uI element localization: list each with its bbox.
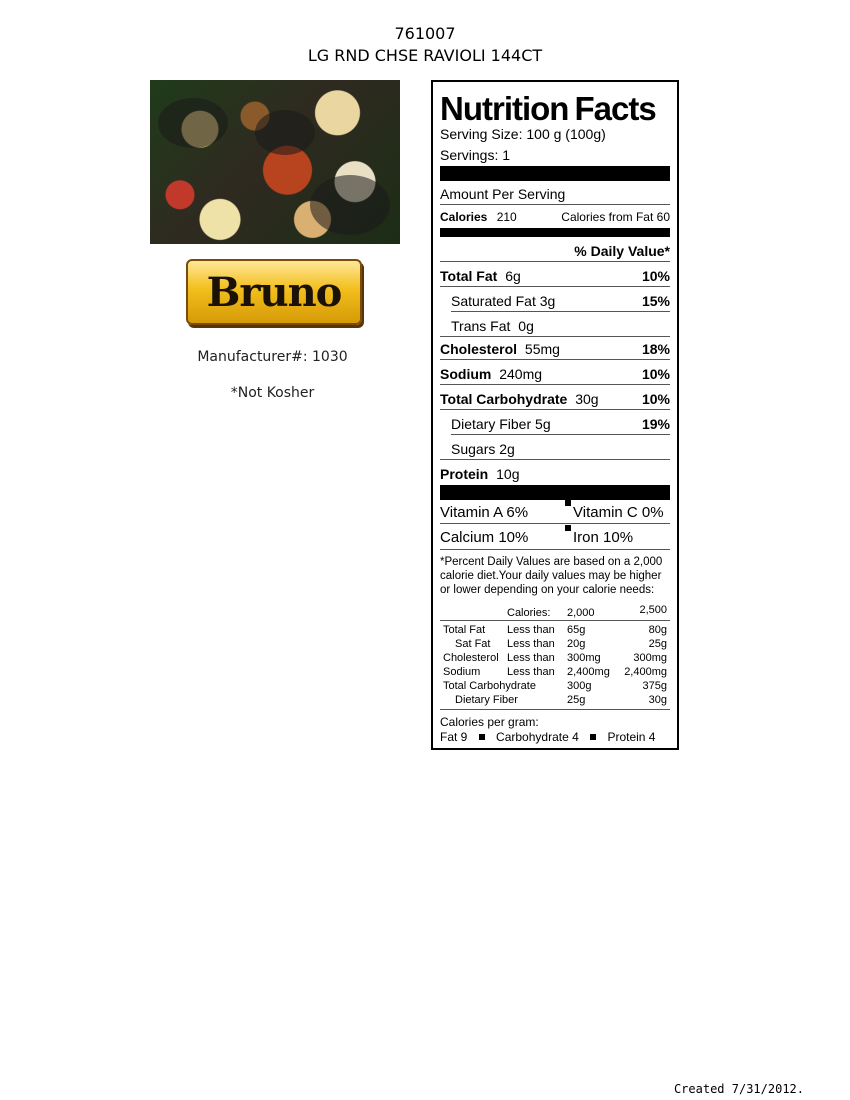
nutrient-label: Trans Fat <box>451 318 511 334</box>
nutrient-label: Total Carbohydrate <box>440 391 568 407</box>
bullet-square-icon <box>565 525 571 531</box>
nutrient-label: Sugars <box>451 441 496 457</box>
calories-header-label: Calories: <box>507 607 551 619</box>
nutrient-amount: 5g <box>535 416 551 432</box>
calories-from-fat: Calories from Fat 60 <box>561 210 670 224</box>
carb-per-gram: Carbohydrate 4 <box>496 730 579 744</box>
brand-logo <box>186 259 362 325</box>
nutrient-dietary-fiber <box>440 416 670 432</box>
divider <box>440 409 670 410</box>
protein-per-gram: Protein 4 <box>607 730 656 744</box>
nutrient-amount: 30g <box>575 391 599 407</box>
kosher-status: *Not Kosher <box>230 385 315 401</box>
row-value-2500: 25g <box>648 638 667 650</box>
vitamin-a: Vitamin A 6% <box>440 504 529 521</box>
divider <box>440 286 670 287</box>
created-date: Created 7/31/2012. <box>673 1082 804 1096</box>
nutrient-trans-fat <box>440 318 670 334</box>
servings: Servings: 1 <box>440 147 511 163</box>
nutrient-amount: 3g <box>539 293 556 309</box>
nutrient-dv: 10% <box>641 391 670 407</box>
row-qualifier: Less than <box>507 624 555 636</box>
table-row <box>440 693 670 707</box>
nutrient-protein <box>440 466 670 482</box>
nutrient-label: Cholesterol <box>440 341 518 357</box>
row-value-2000: 300mg <box>567 652 601 664</box>
amount-per-serving: Amount Per Serving <box>440 186 566 202</box>
divider <box>451 434 670 435</box>
bullet-square-icon <box>479 734 485 740</box>
bullet-square-icon <box>565 500 571 506</box>
nutrient-amount: 2g <box>499 441 515 457</box>
nutrient-dv: 18% <box>641 341 670 357</box>
nutrient-label: Dietary Fiber <box>451 416 532 432</box>
nutrient-cholesterol <box>440 341 670 357</box>
table-row <box>440 651 670 665</box>
divider <box>440 523 670 524</box>
nutrient-dv: 15% <box>641 293 670 309</box>
row-value-2000: 20g <box>567 638 586 650</box>
nutrition-facts-panel <box>431 80 679 750</box>
nutrient-total-carbohydrate <box>440 391 670 407</box>
calories-2000: 2,000 <box>567 607 595 619</box>
nutrient-amount: 6g <box>505 268 521 284</box>
row-name: Cholesterol <box>443 652 499 664</box>
medium-divider <box>440 228 670 237</box>
manufacturer-number: Manufacturer#: 1030 <box>197 349 348 365</box>
nutrient-amount: 0g <box>518 318 534 334</box>
title-facts: Facts <box>574 90 656 127</box>
nutrient-dv: 10% <box>641 366 670 382</box>
title-nutrition: Nutrition <box>440 90 569 127</box>
row-name: Sat Fat <box>455 638 491 650</box>
divider <box>440 261 670 262</box>
daily-values-table <box>440 603 670 706</box>
nutrient-total-fat <box>440 268 670 284</box>
row-value-2000: 25g <box>567 694 586 706</box>
iron: Iron 10% <box>573 529 634 546</box>
table-row <box>440 665 670 679</box>
row-value-2500: 300mg <box>633 652 667 664</box>
divider <box>440 359 670 360</box>
nutrient-amount: 10g <box>496 466 520 482</box>
row-name: Total Carbohydrate <box>443 680 536 692</box>
calories-label: Calories <box>440 210 488 224</box>
calories-per-gram-label: Calories per gram: <box>440 715 539 729</box>
product-photo <box>150 80 400 244</box>
nutrient-sugars <box>440 441 670 457</box>
calories-per-gram-values <box>440 730 670 744</box>
row-value-2000: 2,400mg <box>567 666 610 678</box>
row-value-2500: 2,400mg <box>624 666 667 678</box>
row-value-2000: 300g <box>567 680 592 692</box>
daily-value-header: % Daily Value* <box>574 243 670 259</box>
divider <box>451 311 670 312</box>
divider <box>440 549 670 550</box>
calories-2500: 2,500 <box>639 604 667 616</box>
product-code: 761007 <box>394 24 456 43</box>
row-value-2500: 80g <box>648 624 667 636</box>
table-row <box>440 637 670 651</box>
divider <box>440 204 670 205</box>
nutrient-dv: 19% <box>641 416 670 432</box>
vitamin-c: Vitamin C 0% <box>573 504 664 521</box>
nutrient-saturated-fat <box>440 293 670 309</box>
nutrition-facts-title <box>440 91 670 127</box>
serving-size: Serving Size: 100 g (100g) <box>440 126 606 142</box>
nutrient-label: Total Fat <box>440 268 498 284</box>
divider <box>440 336 670 337</box>
divider <box>440 620 670 621</box>
nutrient-amount: 55mg <box>524 341 560 357</box>
divider <box>440 709 670 710</box>
row-value-2000: 65g <box>567 624 586 636</box>
row-qualifier: Less than <box>507 652 555 664</box>
calories-row <box>440 210 670 224</box>
row-value-2500: 30g <box>648 694 667 706</box>
nutrient-amount: 240mg <box>499 366 543 382</box>
table-row <box>440 679 670 693</box>
nutrient-label: Saturated Fat <box>451 293 536 309</box>
daily-values-header <box>440 603 670 620</box>
brand-logo-text: Bruno <box>206 268 342 316</box>
table-row <box>440 623 670 637</box>
nutrient-sodium <box>440 366 670 382</box>
thick-divider <box>440 166 670 181</box>
row-value-2500: 375g <box>642 680 667 692</box>
row-name: Sodium <box>443 666 481 678</box>
row-name: Dietary Fiber <box>455 694 518 706</box>
product-name: LG RND CHSE RAVIOLI 144CT <box>307 46 543 65</box>
row-name: Total Fat <box>443 624 486 636</box>
calcium: Calcium 10% <box>440 529 529 546</box>
nutrient-label: Sodium <box>440 366 492 382</box>
fat-per-gram: Fat 9 <box>440 730 468 744</box>
divider <box>440 459 670 460</box>
nutrient-dv: 10% <box>641 268 670 284</box>
divider <box>440 384 670 385</box>
row-qualifier: Less than <box>507 666 555 678</box>
daily-value-footnote: *Percent Daily Values are based on a 2,000 calorie diet.Your daily values may be higher or lower depending on your calorie needs: <box>440 556 663 596</box>
nutrient-label: Protein <box>440 466 489 482</box>
thick-divider <box>440 485 670 500</box>
row-qualifier: Less than <box>507 638 555 650</box>
bullet-square-icon <box>590 734 596 740</box>
calories-value: 210 <box>496 210 517 224</box>
